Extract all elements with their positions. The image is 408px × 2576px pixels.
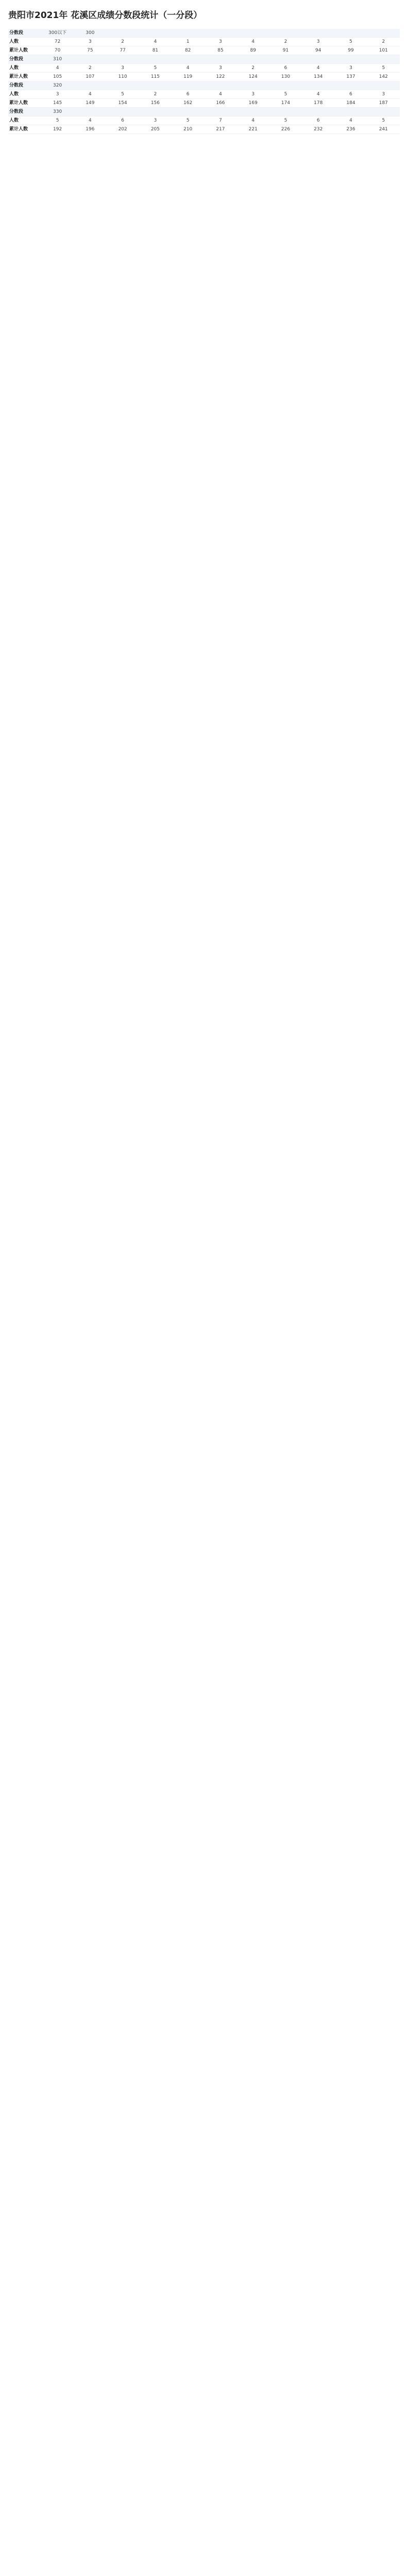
table-cell — [172, 108, 204, 116]
table-cell: 210 — [172, 125, 204, 134]
table-cell: 81 — [139, 46, 172, 55]
table-cell: 5 — [334, 38, 367, 46]
table-cell — [269, 108, 302, 116]
table-cell: 300 — [74, 29, 106, 38]
table-cell: 6 — [107, 116, 139, 125]
table-cell: 5 — [367, 64, 400, 73]
table-cell: 134 — [302, 73, 334, 81]
table-cell — [237, 55, 269, 64]
table-cell: 101 — [367, 46, 400, 55]
table-cell — [107, 108, 139, 116]
table-cell: 6 — [172, 90, 204, 99]
table-cell — [334, 108, 367, 116]
table-cell: 166 — [204, 99, 236, 108]
table-cell: 5 — [107, 90, 139, 99]
table-cell: 115 — [139, 73, 172, 81]
table-cell — [74, 81, 106, 90]
table-cell: 202 — [107, 125, 139, 134]
table-cell — [172, 81, 204, 90]
table-cell: 3 — [139, 116, 172, 125]
table-cell: 221 — [237, 125, 269, 134]
table-cell: 4 — [334, 116, 367, 125]
row-label: 人数 — [8, 38, 41, 46]
table-cell — [204, 55, 236, 64]
table-cell: 6 — [269, 64, 302, 73]
table-cell: 7 — [204, 116, 236, 125]
table-cell: 169 — [237, 99, 269, 108]
table-cell: 217 — [204, 125, 236, 134]
table-cell: 82 — [172, 46, 204, 55]
score-table — [8, 29, 400, 134]
table-cell: 85 — [204, 46, 236, 55]
table-cell: 5 — [139, 64, 172, 73]
table-cell — [172, 55, 204, 64]
table-cell — [302, 108, 334, 116]
table-cell — [367, 81, 400, 90]
table-cell: 4 — [41, 64, 74, 73]
table-cell — [237, 108, 269, 116]
row-label: 分数段 — [8, 29, 41, 38]
table-cell: 1 — [172, 38, 204, 46]
table-cell — [107, 55, 139, 64]
row-label: 人数 — [8, 64, 41, 73]
table-cell: 4 — [139, 38, 172, 46]
table-cell — [269, 29, 302, 38]
table-cell — [334, 55, 367, 64]
table-cell — [172, 29, 204, 38]
table-cell: 2 — [74, 64, 106, 73]
table-cell — [302, 81, 334, 90]
table-cell: 187 — [367, 99, 400, 108]
table-row — [8, 73, 400, 81]
table-cell: 4 — [172, 64, 204, 73]
table-cell: 122 — [204, 73, 236, 81]
row-label: 分数段 — [8, 55, 41, 64]
table-cell: 320 — [41, 81, 74, 90]
table-cell: 89 — [237, 46, 269, 55]
table-cell — [107, 29, 139, 38]
row-label: 人数 — [8, 90, 41, 99]
table-cell — [74, 55, 106, 64]
table-cell: 4 — [204, 90, 236, 99]
row-label: 人数 — [8, 116, 41, 125]
table-row — [8, 81, 400, 90]
table-cell: 3 — [367, 90, 400, 99]
table-cell: 2 — [237, 64, 269, 73]
table-cell: 232 — [302, 125, 334, 134]
table-cell: 3 — [334, 64, 367, 73]
table-cell: 70 — [41, 46, 74, 55]
page — [0, 9, 408, 134]
table-cell: 3 — [204, 38, 236, 46]
table-cell — [269, 81, 302, 90]
table-cell — [334, 29, 367, 38]
table-cell: 137 — [334, 73, 367, 81]
table-cell — [74, 108, 106, 116]
table-cell: 3 — [74, 38, 106, 46]
table-cell: 130 — [269, 73, 302, 81]
table-cell: 145 — [41, 99, 74, 108]
table-cell — [139, 55, 172, 64]
table-cell: 4 — [302, 90, 334, 99]
table-cell: 2 — [367, 38, 400, 46]
table-cell — [367, 29, 400, 38]
table-cell: 2 — [139, 90, 172, 99]
table-cell: 300以下 — [41, 29, 74, 38]
table-cell: 75 — [74, 46, 106, 55]
table-cell: 4 — [237, 38, 269, 46]
table-cell: 105 — [41, 73, 74, 81]
table-cell: 72 — [41, 38, 74, 46]
table-cell — [139, 108, 172, 116]
table-cell: 174 — [269, 99, 302, 108]
table-cell — [334, 81, 367, 90]
table-cell: 196 — [74, 125, 106, 134]
table-row — [8, 46, 400, 55]
table-cell: 2 — [269, 38, 302, 46]
table-row — [8, 38, 400, 46]
table-cell: 124 — [237, 73, 269, 81]
table-cell: 178 — [302, 99, 334, 108]
row-label: 累计人数 — [8, 125, 41, 134]
table-cell: 241 — [367, 125, 400, 134]
table-cell — [269, 55, 302, 64]
table-cell: 5 — [269, 90, 302, 99]
table-cell: 6 — [334, 90, 367, 99]
table-cell: 4 — [237, 116, 269, 125]
table-cell: 110 — [107, 73, 139, 81]
table-cell — [367, 108, 400, 116]
table-row — [8, 99, 400, 108]
table-cell: 184 — [334, 99, 367, 108]
row-label: 分数段 — [8, 81, 41, 90]
table-cell: 6 — [302, 116, 334, 125]
table-cell: 5 — [172, 116, 204, 125]
table-row — [8, 29, 400, 38]
page-title: 贵阳市2021年 花溪区成绩分数段统计（一分段） — [8, 10, 202, 21]
table-cell: 4 — [302, 64, 334, 73]
row-label: 累计人数 — [8, 99, 41, 108]
table-cell: 142 — [367, 73, 400, 81]
table-row — [8, 90, 400, 99]
table-cell: 99 — [334, 46, 367, 55]
row-label: 累计人数 — [8, 46, 41, 55]
table-cell: 3 — [204, 64, 236, 73]
table-cell: 162 — [172, 99, 204, 108]
table-cell: 94 — [302, 46, 334, 55]
table-cell — [204, 29, 236, 38]
table-cell: 149 — [74, 99, 106, 108]
table-cell: 3 — [107, 64, 139, 73]
table-cell — [302, 29, 334, 38]
table-cell: 119 — [172, 73, 204, 81]
table-cell: 4 — [74, 116, 106, 125]
score-table-body — [8, 29, 400, 134]
table-cell — [139, 29, 172, 38]
table-cell: 107 — [74, 73, 106, 81]
table-cell — [139, 81, 172, 90]
table-row — [8, 64, 400, 73]
table-cell: 5 — [367, 116, 400, 125]
table-cell: 3 — [41, 90, 74, 99]
table-cell: 2 — [107, 38, 139, 46]
table-cell: 5 — [269, 116, 302, 125]
table-row — [8, 55, 400, 64]
table-row — [8, 116, 400, 125]
table-cell: 156 — [139, 99, 172, 108]
table-cell: 77 — [107, 46, 139, 55]
row-label: 累计人数 — [8, 73, 41, 81]
table-cell: 236 — [334, 125, 367, 134]
table-cell: 226 — [269, 125, 302, 134]
table-cell — [302, 55, 334, 64]
table-cell — [204, 81, 236, 90]
table-cell — [367, 55, 400, 64]
table-cell: 91 — [269, 46, 302, 55]
table-cell: 5 — [41, 116, 74, 125]
table-cell — [204, 108, 236, 116]
table-cell: 192 — [41, 125, 74, 134]
table-cell: 154 — [107, 99, 139, 108]
table-cell: 3 — [302, 38, 334, 46]
table-cell: 310 — [41, 55, 74, 64]
table-cell: 330 — [41, 108, 74, 116]
table-cell: 4 — [74, 90, 106, 99]
table-row — [8, 108, 400, 116]
table-row — [8, 125, 400, 134]
table-cell: 205 — [139, 125, 172, 134]
table-cell — [237, 29, 269, 38]
table-cell — [107, 81, 139, 90]
table-cell — [237, 81, 269, 90]
row-label: 分数段 — [8, 108, 41, 116]
table-cell: 3 — [237, 90, 269, 99]
